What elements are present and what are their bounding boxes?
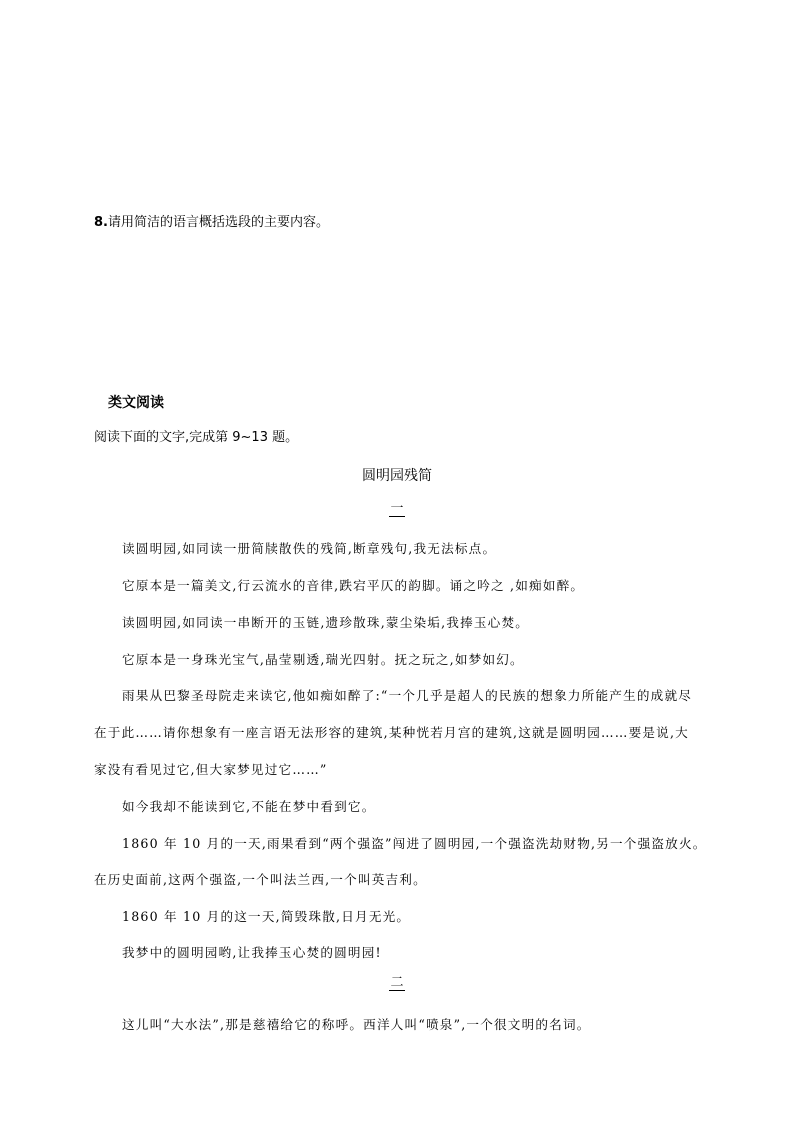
reading-instruction: 阅读下面的文字,完成第 9~13 题。 [94,430,299,445]
part-two-marker [0,976,794,991]
paragraph-line: 它原本是一身珠光宝气,晶莹剔透,瑞光四射。抚之玩之,如梦如幻。 [122,652,524,667]
question-text: 请用简洁的语言概括选段的主要内容。 [107,215,329,230]
paragraph-line: 我梦中的圆明园哟,让我捧玉心焚的圆明园! [122,945,382,960]
paragraph-line: 1860 年 10 月的一天,雨果看到“两个强盗”闯进了圆明园,一个强盗洗劫财物,另一个强盗放火。 [122,836,707,851]
question-8 [94,216,329,229]
paragraph-line: 1860 年 10 月的这一天,简毁珠散,日月无光。 [122,909,411,924]
paragraph-line: 读圆明园,如同读一册简牍散佚的残简,断章残句,我无法标点。 [122,541,497,556]
paragraph-line: 家没有看见过它,但大家梦见过它……” [94,762,328,777]
paragraph-line: 雨果从巴黎圣母院走来读它,他如痴如醉了:“一个几乎是超人的民族的想象力所能产生的成就尽 [122,688,693,703]
part-one-marker [0,502,794,517]
paragraph-line: 如今我却不能读到它,不能在梦中看到它。 [122,799,376,814]
paragraph-line: 在历史面前,这两个强盗,一个叫法兰西,一个叫英吉利。 [94,872,427,887]
question-number: 8. [94,215,108,230]
part-one-label: 一 [390,501,404,516]
article-title: 圆明园残简 [362,468,432,484]
part-two-label: 二 [390,975,404,990]
paragraph-line: 在于此……请你想象有一座言语无法形容的建筑,某种恍若月宫的建筑,这就是圆明园……要是说,大 [94,725,689,740]
paragraph-line: 这儿叫“大水法”,那是慈禧给它的称呼。西洋人叫“喷泉”,一个很文明的名词。 [122,1017,591,1032]
paragraph-line: 它原本是一篇美文,行云流水的音律,跌宕平仄的韵脚。诵之吟之 ,如痴如醉。 [122,578,585,593]
section-heading: 类文阅读 [108,395,164,411]
paragraph-line: 读圆明园,如同读一串断开的玉链,遗珍散珠,蒙尘染垢,我捧玉心焚。 [122,615,530,630]
